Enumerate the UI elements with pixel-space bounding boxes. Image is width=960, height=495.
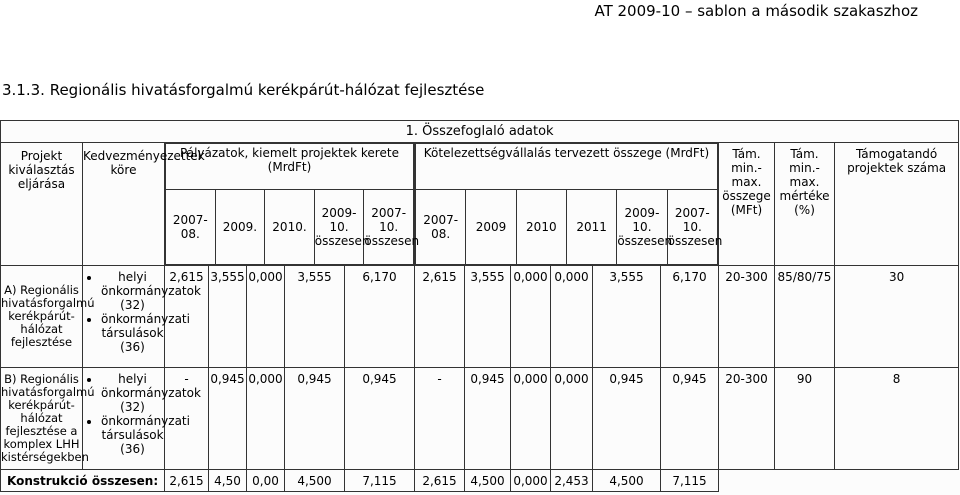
total-cell: 4,500 [465,470,511,492]
value-cell: 3,555 [465,266,511,368]
total-label: Konstrukció összesen: [1,470,165,492]
value-cell: 85/80/75 [775,266,835,368]
header-group-1-title: Pályázatok, kiemelt projektek kerete (MrdFt) [166,144,414,190]
total-cell: 2,453 [551,470,593,492]
table-row [1,368,959,470]
header-g1-2009-10: 2009-10. összesen [314,190,364,265]
value-cell: 0,945 [285,368,345,470]
value-cell: 2,615 [165,266,209,368]
value-cell: 3,555 [593,266,661,368]
value-cell: 0,945 [661,368,719,470]
section-title: 3.1.3. Regionális hivatásforgalmú kerékpárút-hálózat fejlesztése [2,81,485,99]
total-cell: 0,00 [247,470,285,492]
value-cell: 8 [835,368,959,470]
table-caption: 1. Összefoglaló adatok [1,121,959,143]
row-a-project: A) Regionális hivatásforgalmú kerékpárút-hálózat fejlesztése [1,266,83,368]
value-cell: 90 [775,368,835,470]
total-cell: 4,500 [285,470,345,492]
row-b-project: B) Regionális hivatásforgalmú kerékpárút-hálózat fejlesztése a komplex LHH kistérségekben [1,368,83,470]
value-cell: 0,000 [551,266,593,368]
list-item: • önkormányzati társulások (36) [101,414,164,456]
total-cell: 0,000 [511,470,551,492]
total-cell: 7,115 [345,470,415,492]
header-g2-2009: 2009 [466,190,516,265]
total-row [1,470,959,492]
list-item: • helyi önkormányzatok (32) [101,270,164,312]
value-cell: 0,000 [247,368,285,470]
header-g2-2007-08: 2007-08. [416,190,466,265]
value-cell: 6,170 [661,266,719,368]
value-cell: 30 [835,266,959,368]
table-row [1,266,959,368]
value-cell: 0,945 [209,368,247,470]
header-group-2-title: Kötelezettségvállalás tervezett összege (MrdFt) [416,144,718,190]
header-projekt-szama: Támogatandó projektek száma [835,143,959,266]
value-cell: 0,945 [593,368,661,470]
header-g2-2007-10: 2007-10. összesen [667,190,717,265]
value-cell: 0,000 [511,368,551,470]
header-tam-osszeg: Tám. min.-max. összege (MFt) [719,143,775,266]
row-b-beneficiaries [83,368,201,470]
value-cell: 20-300 [719,266,775,368]
header-project: Projekt kiválasztás eljárása [1,143,83,266]
value-cell: - [415,368,465,470]
total-empty [719,470,959,492]
header-group-2 [415,143,723,266]
list-item: • helyi önkormányzatok (32) [101,372,164,414]
header-g1-2010: 2010. [265,190,315,265]
summary-table [0,120,959,492]
header-g1-2007-08: 2007-08. [166,190,216,265]
total-cell: 7,115 [661,470,719,492]
value-cell: 20-300 [719,368,775,470]
total-cell: 2,615 [165,470,209,492]
value-cell: 3,555 [285,266,345,368]
value-cell: 6,170 [345,266,415,368]
header-beneficiaries: Kedvezményezettek köre [83,143,165,266]
value-cell: 0,000 [551,368,593,470]
value-cell: 0,000 [247,266,285,368]
header-g1-2007-10: 2007-10. összesen [364,190,414,265]
list-item: • önkormányzati társulások (36) [101,312,164,354]
value-cell: 0,945 [345,368,415,470]
total-cell: 2,615 [415,470,465,492]
header-g1-2009: 2009. [215,190,265,265]
value-cell: 0,000 [511,266,551,368]
total-cell: 4,50 [209,470,247,492]
header-g2-2009-10: 2009-10. összesen [617,190,667,265]
value-cell: - [165,368,209,470]
header-g2-2011: 2011 [566,190,616,265]
header-tam-mertek: Tám. min.-max. mértéke (%) [775,143,835,266]
value-cell: 2,615 [415,266,465,368]
total-cell: 4,500 [593,470,661,492]
value-cell: 0,945 [465,368,511,470]
summary-table-wrapper [0,120,960,495]
document-header: AT 2009-10 – sablon a második szakaszhoz [594,2,918,20]
value-cell: 3,555 [209,266,247,368]
header-g2-2010: 2010 [516,190,566,265]
